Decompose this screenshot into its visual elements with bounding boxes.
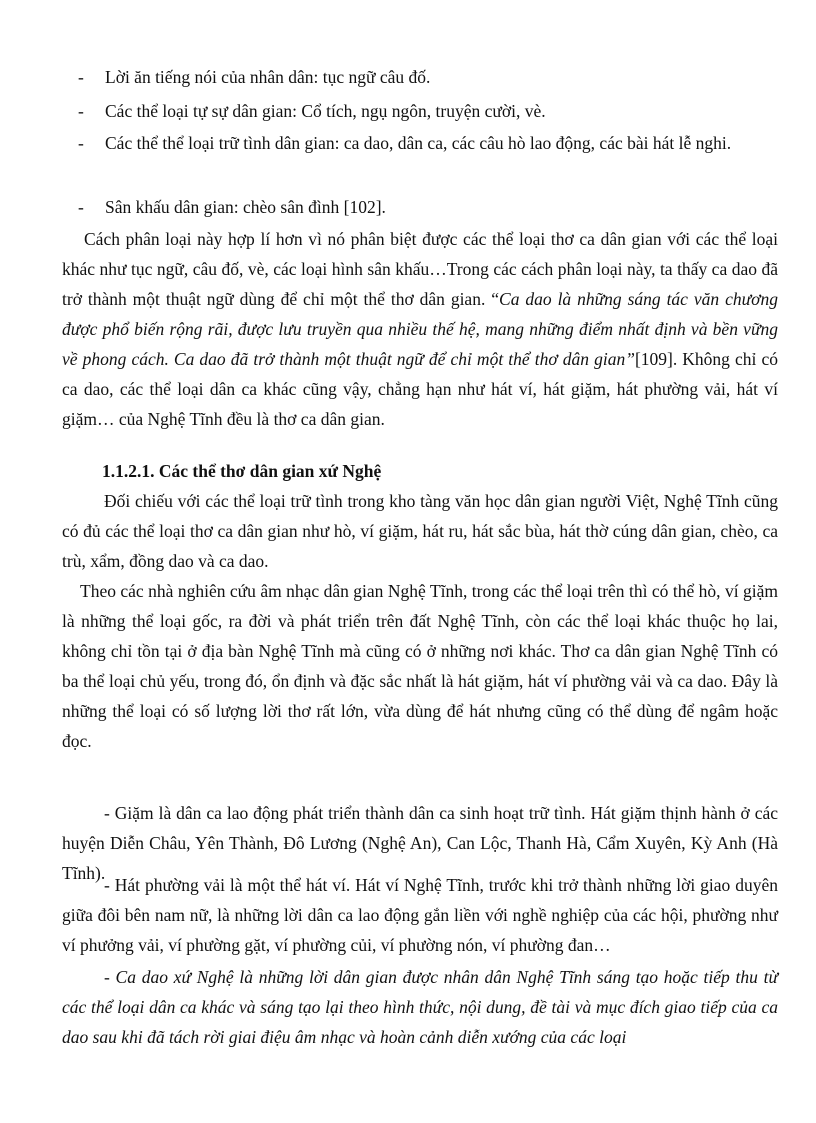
paragraph-tail: [109]. Không chỉ có ca dao, các thể loại dân ca khác cũng vậy, chẳng hạn như hát ví, hát giặm, hát phường vải, hát ví giặm… của Nghệ Tĩnh đều là thơ ca dân gian.: [62, 349, 778, 429]
bullet-text: Các thể thể loại trữ tình dân gian: ca dao, dân ca, các câu hò lao động, các bài hát lễ nghi.: [105, 133, 732, 153]
ca-dao-italic-text: - Ca dao xứ Nghệ là những lời dân gian được nhân dân Nghệ Tĩnh sáng tạo hoặc tiếp thu từ các thể loại dân ca khác và sáng tạo lại theo hình thức, nội dung, đề tài và mục đích giao tiếp của ca dao sau khi đã tách rời giai điệu âm nhạc và hoàn cảnh diễn xướng của các loại: [62, 967, 778, 1047]
bullet-item: [78, 192, 778, 222]
paragraph-research: Theo các nhà nghiên cứu âm nhạc dân gian Nghệ Tĩnh, trong các thể loại trên thì có thể hò, ví giặm là những thể loại gốc, ra đời và phát triển trên đất Nghệ Tĩnh, còn các thể loại khác thuộc họ lai, không chỉ tồn tại ở địa bàn Nghệ Tĩnh mà cũng có ở những nơi khác. Thơ ca dân gian Nghệ Tĩnh có ba thể loại chủ yếu, trong đó, ổn định và đặc sắc nhất là hát giặm, hát ví phường vải và ca dao. Đây là những thể loại có số lượng lời thơ rất lớn, vừa dùng để hát nhưng cũng có thể dùng để ngâm hoặc đọc.: [62, 581, 778, 751]
bullet-text: Các thể loại tự sự dân gian: Cổ tích, ngụ ngôn, truyện cười, vè.: [105, 101, 546, 121]
bullet-item: [78, 128, 778, 158]
bullet-text: Lời ăn tiếng nói của nhân dân: tục ngữ câu đố.: [105, 67, 431, 87]
paragraph-lead: Cách phân loại này hợp lí hơn vì nó phân biệt được các thể loại thơ ca dân gian với các thể loại khác như tục ngữ, câu đố, vè, các loại hình sân khấu…Trong các cách phân loại này, ta thấy ca dao đã trở thành một thuật ngữ dùng để chỉ một thể thơ dân gian. “: [62, 229, 778, 309]
ca-dao-definition-quote: Ca dao là những sáng tác văn chương được phổ biến rộng rãi, được lưu truyền qua nhiều thế hệ, mang những điểm nhất định và bền vững về phong cách. Ca dao đã trở thành một thuật ngữ để chỉ một thể thơ dân gian”: [62, 289, 778, 369]
bullet-text: Sân khấu dân gian: chèo sân đình [102].: [105, 197, 386, 217]
bullet-dash: -: [78, 197, 84, 217]
paragraph-classification: [62, 224, 778, 434]
paragraph-phuong-vai: - Hát phường vải là một thể hát ví. Hát ví Nghệ Tĩnh, trước khi trở thành những lời giao duyên giữa đôi bên nam nữ, là những lời dân ca lao động gắn liền với nghề nghiệp của các hội, phường như ví phưởng vải, ví phường gặt, ví phường củi, ví phường nón, ví phường đan…: [62, 875, 778, 955]
bullet-dash: -: [78, 133, 84, 153]
paragraph-ca-dao: [62, 962, 778, 1052]
section-heading: 1.1.2.1. Các thể thơ dân gian xứ Nghệ: [102, 461, 382, 481]
bullet-item: [78, 96, 778, 126]
paragraph-giam: - Giặm là dân ca lao động phát triển thành dân ca sinh hoạt trữ tình. Hát giặm thịnh hành ở các huyện Diễn Châu, Yên Thành, Đô Lương (Nghệ An), Can Lộc, Thanh Hà, Cẩm Xuyên, Kỳ Anh (Hà Tĩnh).: [62, 803, 778, 883]
bullet-item: [78, 62, 778, 92]
paragraph-comparison: Đối chiếu với các thể loại trữ tình trong kho tàng văn học dân gian người Việt, Nghệ Tĩnh cũng có đủ các thể loại thơ ca dân gian như hò, ví giặm, hát ru, hát sắc bùa, hát thờ cúng dân gian, chèo, ca trù, xẩm, đồng dao và ca dao.: [62, 491, 778, 571]
bullet-dash: -: [78, 101, 84, 121]
bullet-dash: -: [78, 67, 84, 87]
